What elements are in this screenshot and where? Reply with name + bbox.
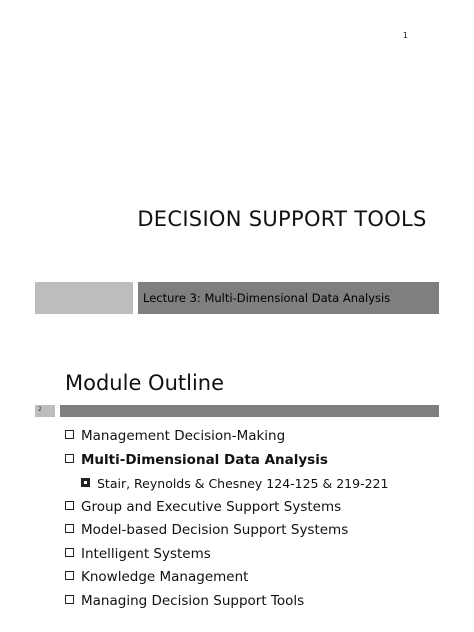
list-item-text: Managing Decision Support Tools: [81, 592, 305, 609]
list-item-text: Group and Executive Support Systems: [81, 498, 342, 515]
square-bullet-icon: [65, 454, 74, 463]
list-item: [65, 519, 455, 543]
square-bullet-icon: [65, 501, 74, 510]
list-item: [65, 566, 455, 590]
page-number: 2: [38, 406, 42, 413]
sub-list-item: [65, 472, 455, 496]
list-item-text: Stair, Reynolds & Chesney 124-125 & 219-221: [97, 476, 389, 491]
square-bullet-icon: [65, 595, 74, 604]
page-number: 1: [402, 31, 408, 40]
slide-2: [0, 332, 474, 632]
slide-subtitle: Lecture 3: Multi-Dimensional Data Analysis: [143, 291, 391, 305]
slide-title: DECISION SUPPORT TOOLS: [137, 207, 427, 231]
slide-title: Module Outline: [65, 371, 225, 395]
square-bullet-icon: [65, 548, 74, 557]
list-item-text: Model-based Decision Support Systems: [81, 522, 349, 538]
list-item-text: Knowledge Management: [81, 569, 249, 585]
square-bullet-icon: [65, 524, 74, 533]
header-bar: [60, 405, 439, 417]
outline-list: [65, 425, 455, 613]
list-item: [65, 449, 455, 473]
list-item: [65, 496, 455, 520]
square-bullet-icon: [65, 571, 74, 580]
filled-square-bullet-icon: [81, 478, 90, 487]
list-item-text: Intelligent Systems: [81, 545, 211, 562]
subtitle-bar-accent: [35, 282, 133, 314]
list-item: [65, 425, 455, 449]
list-item-text: Multi-Dimensional Data Analysis: [81, 451, 328, 468]
list-item: [65, 543, 455, 567]
list-item-text: Management Decision-Making: [81, 428, 286, 444]
list-item: [65, 590, 455, 614]
square-bullet-icon: [65, 430, 74, 439]
